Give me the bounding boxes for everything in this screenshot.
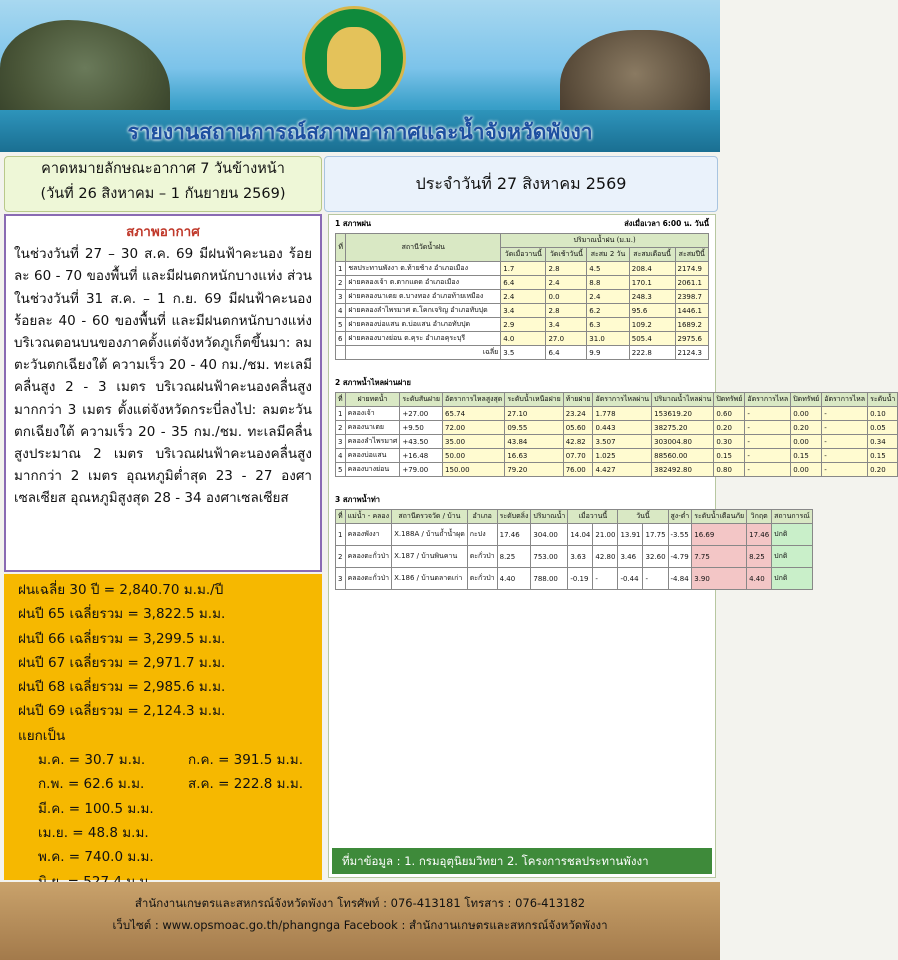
month-value: ก.ค. = 391.5 ม.ม. — [188, 752, 304, 769]
cell: 1 — [336, 262, 346, 276]
table-header: ฝายทดน้ำ — [345, 393, 400, 407]
cell: 16.69 — [692, 524, 747, 546]
table-row — [336, 435, 898, 449]
rainfall-panel — [4, 574, 322, 880]
cell: 9.9 — [587, 346, 629, 360]
table-header: อำเภอ — [467, 510, 497, 524]
rain-line: ฝนปี 68 เฉลี่ยรวม = 2,985.6 ม.ม. — [18, 679, 226, 696]
cell: 3.5 — [501, 346, 546, 360]
cell: 153619.20 — [652, 407, 714, 421]
table-row — [336, 290, 709, 304]
cell: ปกติ — [772, 568, 813, 590]
cell: 109.2 — [629, 318, 675, 332]
cell: 42.80 — [593, 546, 618, 568]
cell: คลองตะกั่วป่า — [345, 568, 391, 590]
cell: - — [745, 463, 791, 477]
cell: 0.00 — [791, 463, 822, 477]
table-header: ท้ายฝาย — [563, 393, 593, 407]
cell: 505.4 — [629, 332, 675, 346]
cell: 3 — [336, 435, 346, 449]
cell: 382492.80 — [652, 463, 714, 477]
month-row — [18, 797, 308, 821]
cell: 2975.6 — [675, 332, 709, 346]
cell: -3.55 — [668, 524, 692, 546]
rain-line: แยกเป็น — [18, 727, 66, 744]
cell: -4.79 — [668, 546, 692, 568]
table-row — [336, 407, 898, 421]
cell: 2124.3 — [675, 346, 709, 360]
cell: - — [822, 435, 868, 449]
cell: 76.00 — [563, 463, 593, 477]
month-row — [18, 772, 308, 796]
cell: 95.6 — [629, 304, 675, 318]
cell: 13.91 — [618, 524, 643, 546]
cell: 16.63 — [505, 449, 563, 463]
table-header: แม่น้ำ - คลอง — [345, 510, 391, 524]
month-value: ส.ค. = 222.8 ม.ม. — [188, 776, 304, 793]
cell: +27.00 — [400, 407, 443, 421]
cell: 222.8 — [629, 346, 675, 360]
forecast-range: (วันที่ 26 สิงหาคม – 1 กันยายน 2569) — [40, 186, 286, 202]
table-header: ที่ — [336, 234, 346, 262]
table-header: สถานีตรวจวัด / บ้าน — [392, 510, 468, 524]
cell: ปกติ — [772, 546, 813, 568]
cell: 2174.9 — [675, 262, 709, 276]
cell: 1689.2 — [675, 318, 709, 332]
month-value: เม.ย. = 48.8 ม.ม. — [38, 824, 149, 841]
table-header: ระดับน้ำเตือนภัย — [692, 510, 747, 524]
cell: 0.34 — [868, 435, 898, 449]
weir-section-title: 2 สภาพน้ำไหลผ่านฝาย — [335, 378, 411, 387]
cell: 3.90 — [692, 568, 747, 590]
cell: - — [745, 407, 791, 421]
table-row-average — [336, 346, 709, 360]
cell: 05.60 — [563, 421, 593, 435]
rain-table — [335, 233, 709, 360]
cell: +43.50 — [400, 435, 443, 449]
cell: ตะกั่วป่า — [467, 568, 497, 590]
river-section-title: 3 สภาพน้ำท่า — [335, 495, 380, 504]
cell: 0.20 — [714, 421, 745, 435]
cell: 0.443 — [593, 421, 652, 435]
table-header: ปิดทรัพย์ — [791, 393, 822, 407]
cell: 17.46 — [497, 524, 531, 546]
cell: 6.3 — [587, 318, 629, 332]
footer — [0, 882, 720, 960]
cell: เฉลี่ย — [346, 346, 501, 360]
cell: - — [745, 449, 791, 463]
table-header: สถานการณ์ — [772, 510, 813, 524]
cell: 3 — [336, 568, 346, 590]
cell: 2.4 — [546, 276, 587, 290]
month-value: พ.ค. = 740.0 ม.ม. — [38, 849, 154, 866]
cell: 2.4 — [501, 290, 546, 304]
cell: 0.20 — [868, 463, 898, 477]
table-header: อัตราการไหล — [822, 393, 868, 407]
cell: 2 — [336, 421, 346, 435]
cell: 0.00 — [791, 435, 822, 449]
cell: 2.8 — [546, 262, 587, 276]
cell: X.188A / บ้านถ้ำน้ำผุด — [392, 524, 468, 546]
cell: 7.75 — [692, 546, 747, 568]
cell: - — [822, 449, 868, 463]
cell: 27.0 — [546, 332, 587, 346]
cell: 3 — [336, 290, 346, 304]
cell: 150.00 — [443, 463, 505, 477]
rain-line: ฝนปี 66 เฉลี่ยรวม = 3,299.5 ม.ม. — [18, 630, 226, 647]
weir-table — [335, 392, 898, 477]
cell: 788.00 — [531, 568, 568, 590]
cell: 0.10 — [868, 407, 898, 421]
cell: 14.04 — [568, 524, 593, 546]
month-row — [18, 748, 308, 772]
cell: 1.778 — [593, 407, 652, 421]
cell: 6.4 — [501, 276, 546, 290]
rain-line: ฝนปี 69 เฉลี่ยรวม = 2,124.3 ม.ม. — [18, 703, 226, 720]
cell: ชลประทานพังงา ต.ท้ายช้าง อำเภอเมือง — [346, 262, 501, 276]
table-header: สะสมเดือนนี้ — [629, 248, 675, 262]
table-header: วัดเช้าวันนี้ — [546, 248, 587, 262]
table-row — [336, 546, 813, 568]
page-title: รายงานสถานการณ์สภาพอากาศและน้ำจังหวัดพังงา — [127, 120, 593, 144]
cell: 0.20 — [791, 421, 822, 435]
cell: 0.80 — [714, 463, 745, 477]
table-header: สูง-ต่ำ — [668, 510, 692, 524]
cell: -4.84 — [668, 568, 692, 590]
cell: - — [745, 435, 791, 449]
cell: 1446.1 — [675, 304, 709, 318]
table-header: วิกฤต — [747, 510, 772, 524]
cell: 4 — [336, 304, 346, 318]
table-row — [336, 318, 709, 332]
cell: 303004.80 — [652, 435, 714, 449]
cell: คลองลำไพรมาศ — [345, 435, 400, 449]
cell: 4.40 — [497, 568, 531, 590]
table-header: อัตราการไหลผ่าน — [593, 393, 652, 407]
table-header: ปริมาณน้ำไหลผ่าน — [652, 393, 714, 407]
cell: 2 — [336, 276, 346, 290]
table-row — [336, 332, 709, 346]
report-time: ส่งเมื่อเวลา 6:00 น. วันนี้ — [624, 219, 709, 228]
weather-heading: สภาพอากาศ — [126, 224, 200, 240]
cell: 72.00 — [443, 421, 505, 435]
cell: 0.05 — [868, 421, 898, 435]
cell: 4.427 — [593, 463, 652, 477]
header-banner — [0, 0, 720, 152]
cell: 79.20 — [505, 463, 563, 477]
table-header: สะสมปีนี้ — [675, 248, 709, 262]
cell: ฝายคลองบางย่อน ต.คุระ อำเภอคุระบุรี — [346, 332, 501, 346]
cell: 1.7 — [501, 262, 546, 276]
cell: 09.55 — [505, 421, 563, 435]
table-header: ระดับน้ำ — [868, 393, 898, 407]
cell: 65.74 — [443, 407, 505, 421]
cell: 3.507 — [593, 435, 652, 449]
cell: 2.4 — [587, 290, 629, 304]
cell: 07.70 — [563, 449, 593, 463]
month-value: มี.ค. = 100.5 ม.ม. — [38, 800, 154, 817]
cell: 42.82 — [563, 435, 593, 449]
table-header: วันนี้ — [618, 510, 668, 524]
cell: -0.44 — [618, 568, 643, 590]
cell: ฝายคลองนาเตย ต.บางทอง อำเภอท้ายเหมือง — [346, 290, 501, 304]
cell: 0.60 — [714, 407, 745, 421]
report-date: ประจำวันที่ 27 สิงหาคม 2569 — [324, 156, 718, 212]
cell: 304.00 — [531, 524, 568, 546]
cell: - — [745, 421, 791, 435]
table-header: ระดับตลิ่ง — [497, 510, 531, 524]
table-row — [336, 568, 813, 590]
cell: คลองบางย่อน — [345, 463, 400, 477]
table-header: ปริมาณน้ำ — [531, 510, 568, 524]
table-header: ปิดทรัพย์ — [714, 393, 745, 407]
table-row — [336, 449, 898, 463]
table-row — [336, 276, 709, 290]
table-header: วัดเมื่อวานนี้ — [501, 248, 546, 262]
cell: X.186 / บ้านตลาดเก่า — [392, 568, 468, 590]
data-tables-panel — [328, 214, 896, 878]
weather-text: ในช่วงวันที่ 27 – 30 ส.ค. 69 มีฝนฟ้าคะนอง ร้อยละ 60 - 70 ของพื้นที่ และมีฝนตกหนักบางแห่ง ส่วนในช่วงวันที่ 31 ส.ค. – 1 ก.ย. 69 มีฝนฟ้าคะนอง ร้อยละ 40 - 60 ของพื้นที่ และมีฝนตกหนักบางแห่งบริเวณตอนบนของภาคตั้งแต่จังหวัดภูเก็ตขึ้นมา: ลมตะวันตกเฉียงใต้ ความเร็ว 20 - 40 กม./ชม. ทะเลมีคลื่นสูง 2 - 3 เมตร บริเวณฝนฟ้าคะนองคลื่นสูงมากกว่า 3 เมตร ตั้งแต่จังหวัดกระบี่ลงไป: ลมตะวันตกเฉียงใต้ ความเร็ว 20 - 35 กม./ชม. ทะเลมีคลื่นสูงประมาณ 2 เมตร บริเวณฝนฟ้าคะนองคลื่นสูงมากกว่า 2 เมตร อุณหภูมิต่ำสุด 23 - 27 องศาเซลเซียส อุณหภูมิสูงสุด 28 - 34 องศาเซลเซียส — [14, 246, 312, 507]
cell: คลองตะกั่วป่า — [345, 546, 391, 568]
cell: 0.30 — [714, 435, 745, 449]
cell: 88560.00 — [652, 449, 714, 463]
cell: คลองพังงา — [345, 524, 391, 546]
weather-panel — [4, 214, 322, 572]
table-header: ปริมาณน้ำฝน (ม.ม.) — [501, 234, 709, 248]
table-row — [336, 262, 709, 276]
cell: 0.0 — [546, 290, 587, 304]
table-row — [336, 524, 813, 546]
cell: 2398.7 — [675, 290, 709, 304]
cell: 3.4 — [501, 304, 546, 318]
rain-line: ฝนเฉลี่ย 30 ปี = 2,840.70 ม.ม./ปี — [18, 582, 224, 598]
table-header: อัตราการไหล — [745, 393, 791, 407]
cell: 17.75 — [643, 524, 668, 546]
cell: 2061.1 — [675, 276, 709, 290]
cell: X.187 / บ้านพินคาน — [392, 546, 468, 568]
table-header: สถานีวัดน้ำฝน — [346, 234, 501, 262]
cell: คลองเจ้า — [345, 407, 400, 421]
cell: 17.46 — [747, 524, 772, 546]
cell: 4.0 — [501, 332, 546, 346]
table-header: ที่ — [336, 393, 346, 407]
cell: +79.00 — [400, 463, 443, 477]
cell: - — [822, 463, 868, 477]
table-header: ระดับสันฝาย — [400, 393, 443, 407]
cell: 3.46 — [618, 546, 643, 568]
table-row — [336, 304, 709, 318]
table-header: เมื่อวานนี้ — [568, 510, 618, 524]
cell: 0.15 — [791, 449, 822, 463]
cell: - — [643, 568, 668, 590]
cell: 5 — [336, 463, 346, 477]
cell: 753.00 — [531, 546, 568, 568]
cell: 8.25 — [747, 546, 772, 568]
rain-line: ฝนปี 65 เฉลี่ยรวม = 3,822.5 ม.ม. — [18, 606, 226, 623]
cell: ฝายคลองบ่อแสน ต.บ่อแสน อำเภอทับปุด — [346, 318, 501, 332]
cell: 23.24 — [563, 407, 593, 421]
cell: 0.15 — [714, 449, 745, 463]
cell: - — [593, 568, 618, 590]
month-value: ม.ค. = 30.7 ม.ม. — [38, 752, 146, 769]
cell: 170.1 — [629, 276, 675, 290]
cell: - — [822, 421, 868, 435]
cell: 4.40 — [747, 568, 772, 590]
cell: -0.19 — [568, 568, 593, 590]
river-table — [335, 509, 813, 590]
cell: 4 — [336, 449, 346, 463]
cell: 35.00 — [443, 435, 505, 449]
table-header: ระดับน้ำเหนือฝาย — [505, 393, 563, 407]
footer-contact: สำนักงานเกษตรและสหกรณ์จังหวัดพังงา โทรศัพท์ : 076-413181 โทรสาร : 076-413182 — [134, 896, 586, 910]
cell: 1 — [336, 407, 346, 421]
cell: คลองบ่อแสน — [345, 449, 400, 463]
cell: ปกติ — [772, 524, 813, 546]
month-row — [18, 821, 308, 845]
footer-links: เว็บไซต์ : www.opsmoac.go.th/phangnga Facebook : สำนักงานเกษตรและสหกรณ์จังหวัดพังงา — [112, 918, 608, 932]
cell: 8.8 — [587, 276, 629, 290]
table-row — [336, 421, 898, 435]
data-source-note: ที่มาข้อมูล : 1. กรมอุตุนิยมวิทยา 2. โครงการชลประทานพังงา — [332, 848, 712, 874]
cell: - — [822, 407, 868, 421]
cell: 1 — [336, 524, 346, 546]
cell: 3.63 — [568, 546, 593, 568]
cell: 6.2 — [587, 304, 629, 318]
cell: 21.00 — [593, 524, 618, 546]
cell: 5 — [336, 318, 346, 332]
cell: 1.025 — [593, 449, 652, 463]
table-header: ที่ — [336, 510, 346, 524]
cell: 27.10 — [505, 407, 563, 421]
cell: 3.4 — [546, 318, 587, 332]
cell: +9.50 — [400, 421, 443, 435]
cell: 0.00 — [791, 407, 822, 421]
ministry-seal-logo — [302, 6, 406, 110]
cell: ฝายคลองลำไพรมาศ ต.โคกเจริญ อำเภอทับปุด — [346, 304, 501, 318]
cell: 6.4 — [546, 346, 587, 360]
cell: ตะกั่วป่า — [467, 546, 497, 568]
cell: 2 — [336, 546, 346, 568]
cell: 2.9 — [501, 318, 546, 332]
forecast-title: คาดหมายลักษณะอากาศ 7 วันข้างหน้า — [41, 161, 285, 177]
cell: คลองนาเตย — [345, 421, 400, 435]
month-value: ก.พ. = 62.6 ม.ม. — [38, 776, 145, 793]
cell: +16.48 — [400, 449, 443, 463]
rain-line: ฝนปี 67 เฉลี่ยรวม = 2,971.7 ม.ม. — [18, 654, 226, 671]
rain-section-title: 1 สภาพฝน — [335, 219, 372, 228]
cell: 0.15 — [868, 449, 898, 463]
cell: 43.84 — [505, 435, 563, 449]
table-header: อัตราการไหลสูงสุด — [443, 393, 505, 407]
cell: 38275.20 — [652, 421, 714, 435]
cell: 4.5 — [587, 262, 629, 276]
forecast-box — [4, 156, 322, 212]
cell: 31.0 — [587, 332, 629, 346]
cell: 32.60 — [643, 546, 668, 568]
cell: 50.00 — [443, 449, 505, 463]
table-row — [336, 463, 898, 477]
month-row — [18, 845, 308, 869]
cell: 248.3 — [629, 290, 675, 304]
cell: 6 — [336, 332, 346, 346]
cell: กะปง — [467, 524, 497, 546]
cell: 208.4 — [629, 262, 675, 276]
cell: 8.25 — [497, 546, 531, 568]
table-header: สะสม 2 วัน — [587, 248, 629, 262]
cell: ฝายคลองเจ้า ต.ตากแดด อำเภอเมือง — [346, 276, 501, 290]
cell: 2.8 — [546, 304, 587, 318]
